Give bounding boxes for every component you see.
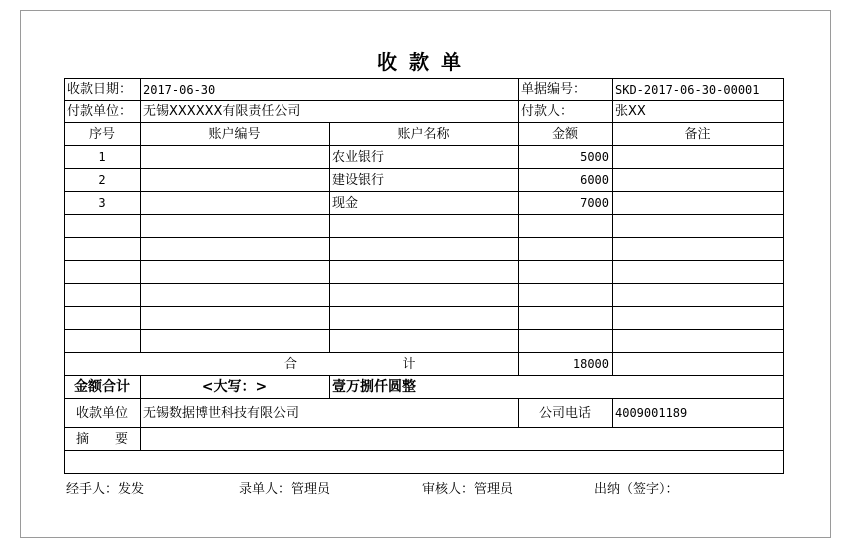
table-cell-account-no[interactable] [140,284,329,307]
doc-no-label: 单据编号： [521,82,587,97]
table-cell-note[interactable] [612,353,783,376]
phone-label: 公司电话 [538,406,591,421]
payee-unit-label: 收款单位 [75,406,128,421]
table-cell-seq[interactable] [64,307,140,330]
table-cell-amount[interactable] [518,284,612,307]
table-cell-account-no[interactable] [140,330,329,353]
table-cell-account-name[interactable] [329,261,518,284]
table-cell-account-no[interactable] [140,215,329,238]
reviewer-text: 审核人：管理员 [422,482,514,497]
table-cell-seq[interactable] [64,215,140,238]
table-cell-seq[interactable] [64,261,140,284]
payer-value[interactable]: 张XX [615,104,646,119]
table-cell-note[interactable] [612,169,783,192]
cashier-signature-text: 出纳（签字）： [594,482,679,497]
table-cell-seq[interactable]: 3 [98,196,106,210]
column-header-account-name: 账户名称 [397,127,450,142]
amount-total-label: 金额合计 [74,379,130,395]
memo-value[interactable] [140,428,783,451]
handler-text: 经手人：发发 [66,482,145,497]
table-cell-note[interactable] [612,146,783,169]
payee-unit-value[interactable]: 无锡数据博世科技有限公司 [143,406,300,421]
column-header-account-no: 账户编号 [208,127,261,142]
table-cell-amount[interactable] [518,238,612,261]
total-label-he: 合 [283,357,297,372]
phone-value[interactable]: 4009001189 [615,406,688,420]
column-header-amount: 金额 [551,127,578,142]
table-cell-seq[interactable]: 2 [98,173,106,187]
table-cell-account-no[interactable] [140,146,329,169]
table-cell-note[interactable] [612,238,783,261]
table-cell-account-name[interactable]: 建设银行 [332,173,385,188]
table-cell-account-name[interactable] [329,307,518,330]
table-cell-account-name[interactable]: 农业银行 [332,150,385,165]
table-cell-account-no[interactable] [140,192,329,215]
table-cell-account-name[interactable]: 现金 [332,196,359,211]
memo-label: 摘 要 [75,432,128,447]
date-label: 收款日期： [67,82,133,97]
table-cell-account-name[interactable] [329,330,518,353]
table-cell-amount[interactable] [518,261,612,284]
table-cell-note[interactable] [612,284,783,307]
table-cell-amount[interactable]: 7000 [580,196,609,210]
payer-label: 付款人： [521,104,574,119]
table-cell-seq[interactable] [64,284,140,307]
table-cell-note[interactable] [612,261,783,284]
table-cell-seq[interactable] [64,238,140,261]
payer-unit-value[interactable]: 无锡XXXXXX有限责任公司 [143,104,301,119]
date-value[interactable]: 2017-06-30 [143,83,216,97]
payer-unit-label: 付款单位： [67,104,133,119]
total-label-ji: 计 [402,357,416,372]
table-cell-amount[interactable]: 6000 [580,173,609,187]
table-cell-account-name[interactable] [329,215,518,238]
table-cell-note[interactable] [612,330,783,353]
uppercase-label: <大写：> [201,379,268,395]
table-cell-account-name[interactable] [329,238,518,261]
table-cell-amount[interactable] [518,215,612,238]
table-cell-note[interactable] [612,192,783,215]
table-cell-account-no[interactable] [140,238,329,261]
column-header-note: 备注 [684,127,711,142]
table-cell-account-no[interactable] [140,169,329,192]
uppercase-value[interactable]: 壹万捌仟圆整 [332,379,416,395]
table-cell-account-no[interactable] [140,307,329,330]
table-cell-account-name[interactable] [329,284,518,307]
table-cell-amount[interactable] [518,330,612,353]
recorder-text: 录单人：管理员 [239,482,331,497]
total-amount: 18000 [572,357,609,371]
table-cell-seq[interactable] [64,330,140,353]
table-cell-note[interactable] [612,215,783,238]
doc-no-value[interactable]: SKD-2017-06-30-00001 [615,83,760,97]
page-title: 收款单 [377,50,473,74]
grid-line [783,78,784,474]
column-header-seq: 序号 [88,127,115,142]
table-cell-account-no[interactable] [140,261,329,284]
table-cell-note[interactable] [612,307,783,330]
grid-line [64,473,784,474]
table-cell-seq[interactable]: 1 [98,150,106,164]
table-cell-amount[interactable]: 5000 [580,150,609,164]
table-cell-amount[interactable] [518,307,612,330]
